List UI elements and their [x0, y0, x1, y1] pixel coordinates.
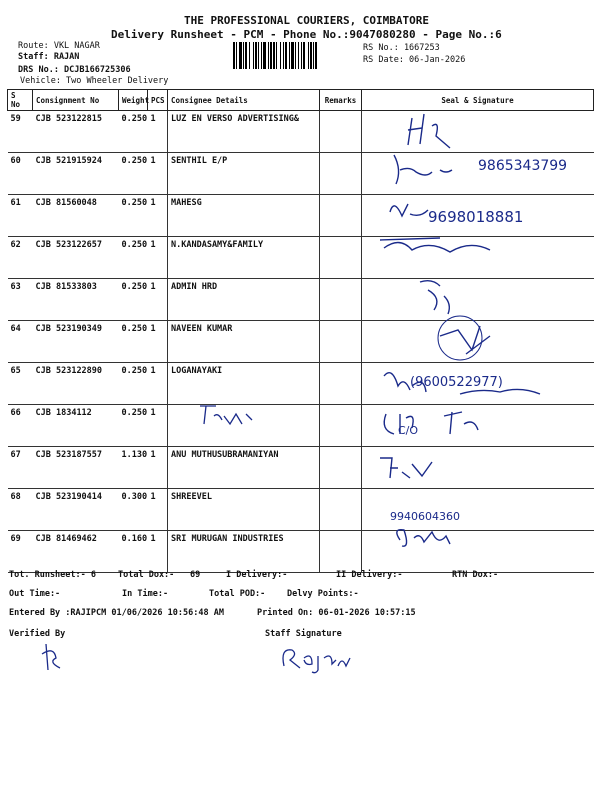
col-consignee: Consignee Details — [168, 90, 320, 111]
verifier-signature — [38, 640, 68, 674]
row-sno: 66 — [8, 405, 33, 447]
in-time: In Time:- — [122, 589, 169, 599]
row-pcs: 1 — [148, 489, 168, 531]
row-signature — [362, 531, 594, 573]
col-pcs: PCS — [148, 90, 168, 111]
row-consignment: CJB 521915924 — [33, 153, 119, 195]
table-row — [8, 237, 594, 279]
row-signature — [362, 489, 594, 531]
row-consignment: CJB 81533803 — [33, 279, 119, 321]
staff-signature-label: Staff Signature — [265, 629, 342, 639]
handwritten-phone-61: 9698018881 — [428, 208, 524, 226]
runsheet-subtitle: Delivery Runsheet - PCM - Phone No.:9047080280 - Page No.:6 — [111, 28, 502, 41]
row-sno: 68 — [8, 489, 33, 531]
row-remarks — [320, 447, 362, 489]
row-remarks — [320, 321, 362, 363]
row-weight: 0.300 — [119, 489, 148, 531]
row-remarks — [320, 489, 362, 531]
staff-label: Staff: RAJAN — [18, 52, 80, 62]
row-consignee: ADMIN HRD — [168, 279, 320, 321]
row-consignee: N.KANDASAMY&FAMILY — [168, 237, 320, 279]
table-row — [8, 405, 594, 447]
row-pcs: 1 — [148, 111, 168, 153]
table-row — [8, 363, 594, 405]
row-sno: 64 — [8, 321, 33, 363]
row-consignment: CJB 81560048 — [33, 195, 119, 237]
row-pcs: 1 — [148, 153, 168, 195]
row-consignee — [168, 405, 320, 447]
col-seal-signature: Seal & Signature — [362, 90, 594, 111]
col-remarks: Remarks — [320, 90, 362, 111]
ii-delivery: II Delivery:- — [336, 570, 403, 580]
verified-by: Verified By — [9, 629, 66, 639]
runsheet-table — [7, 89, 594, 573]
table-row — [8, 489, 594, 531]
company-title: THE PROFESSIONAL COURIERS, COIMBATORE — [184, 14, 430, 27]
row-weight: 0.250 — [119, 237, 148, 279]
table-row — [8, 111, 594, 153]
row-consignee: NAVEEN KUMAR — [168, 321, 320, 363]
row-consignment: CJB 523122890 — [33, 363, 119, 405]
tot-runsheet: Tot. Runsheet:- 6 — [9, 570, 96, 580]
row-consignment: CJB 523122815 — [33, 111, 119, 153]
entered-by: Entered By :RAJIPCM 01/06/2026 10:56:48 AM — [9, 608, 224, 618]
row-signature — [362, 153, 594, 195]
col-consignment: Consignment No — [33, 90, 119, 111]
row-sno: 59 — [8, 111, 33, 153]
row-sno: 61 — [8, 195, 33, 237]
row-consignee: SHREEVEL — [168, 489, 320, 531]
rs-date: RS Date: 06-Jan-2026 — [363, 55, 466, 65]
row-signature — [362, 111, 594, 153]
row-pcs: 1 — [148, 237, 168, 279]
row-signature — [362, 405, 594, 447]
barcode-image — [232, 42, 357, 69]
total-dox-value: 69 — [190, 570, 201, 580]
row-consignee: ANU MUTHUSUBRAMANIYAN — [168, 447, 320, 489]
row-remarks — [320, 363, 362, 405]
row-signature — [362, 279, 594, 321]
row-consignee: SENTHIL E/P — [168, 153, 320, 195]
row-sno: 63 — [8, 279, 33, 321]
rtn-dox: RTN Dox:- — [452, 570, 499, 580]
delvy-points: Delvy Points:- — [287, 589, 359, 599]
row-sno: 67 — [8, 447, 33, 489]
table-row — [8, 447, 594, 489]
row-remarks — [320, 531, 362, 573]
row-consignee: LOGANAYAKI — [168, 363, 320, 405]
total-pod: Total POD:- — [209, 589, 266, 599]
row-pcs: 1 — [148, 531, 168, 573]
row-sno: 60 — [8, 153, 33, 195]
row-sno: 65 — [8, 363, 33, 405]
row-weight: 0.250 — [119, 153, 148, 195]
row-weight: 0.250 — [119, 111, 148, 153]
row-remarks — [320, 279, 362, 321]
row-remarks — [320, 405, 362, 447]
row-signature — [362, 321, 594, 363]
table-row — [8, 321, 594, 363]
out-time: Out Time:- — [9, 589, 61, 599]
col-sno: S No — [8, 90, 33, 111]
printed-on: Printed On: 06-01-2026 10:57:15 — [257, 608, 416, 618]
route-label: Route: VKL NAGAR — [18, 41, 100, 51]
table-header-row — [8, 90, 594, 111]
row-weight: 0.250 — [119, 405, 148, 447]
table-row — [8, 153, 594, 195]
row-remarks — [320, 195, 362, 237]
row-weight: 0.250 — [119, 195, 148, 237]
row-consignment: CJB 523187557 — [33, 447, 119, 489]
staff-signature — [278, 640, 358, 674]
row-pcs: 1 — [148, 279, 168, 321]
row-weight: 0.250 — [119, 321, 148, 363]
row-weight: 0.250 — [119, 279, 148, 321]
table-row — [8, 531, 594, 573]
row-sno: 62 — [8, 237, 33, 279]
table-row — [8, 279, 594, 321]
row-sno: 69 — [8, 531, 33, 573]
row-pcs: 1 — [148, 321, 168, 363]
row-signature — [362, 447, 594, 489]
row-consignment: CJB 81469462 — [33, 531, 119, 573]
row-consignee: MAHESG — [168, 195, 320, 237]
row-consignee: SRI MURUGAN INDUSTRIES — [168, 531, 320, 573]
row-signature — [362, 195, 594, 237]
row-remarks — [320, 111, 362, 153]
handwritten-phone-68: 9940604360 — [390, 510, 460, 523]
row-remarks — [320, 237, 362, 279]
row-consignee: LUZ EN VERSO ADVERTISING& — [168, 111, 320, 153]
table-row — [8, 195, 594, 237]
row-pcs: 1 — [148, 405, 168, 447]
i-delivery: I Delivery:- — [226, 570, 288, 580]
row-consignment: CJB 1834112 — [33, 405, 119, 447]
row-pcs: 1 — [148, 447, 168, 489]
row-weight: 0.250 — [119, 363, 148, 405]
handwritten-co-66: C/O — [398, 424, 419, 437]
col-weight: Weight — [119, 90, 148, 111]
handwritten-phone-60: 9865343799 — [478, 158, 568, 174]
row-consignment: CJB 523190349 — [33, 321, 119, 363]
row-weight: 1.130 — [119, 447, 148, 489]
row-consignment: CJB 523190414 — [33, 489, 119, 531]
total-dox-label: Total Dox:- — [118, 570, 175, 580]
handwritten-phone-65: (9600522977) — [410, 375, 503, 390]
row-remarks — [320, 153, 362, 195]
row-pcs: 1 — [148, 195, 168, 237]
row-consignment: CJB 523122657 — [33, 237, 119, 279]
row-weight: 0.160 — [119, 531, 148, 573]
row-pcs: 1 — [148, 363, 168, 405]
row-signature — [362, 363, 594, 405]
rs-number: RS No.: 1667253 — [363, 43, 440, 53]
row-signature — [362, 237, 594, 279]
drs-number: DRS No.: DCJB166725306 — [18, 65, 131, 75]
vehicle-label: Vehicle: Two Wheeler Delivery — [20, 76, 169, 86]
